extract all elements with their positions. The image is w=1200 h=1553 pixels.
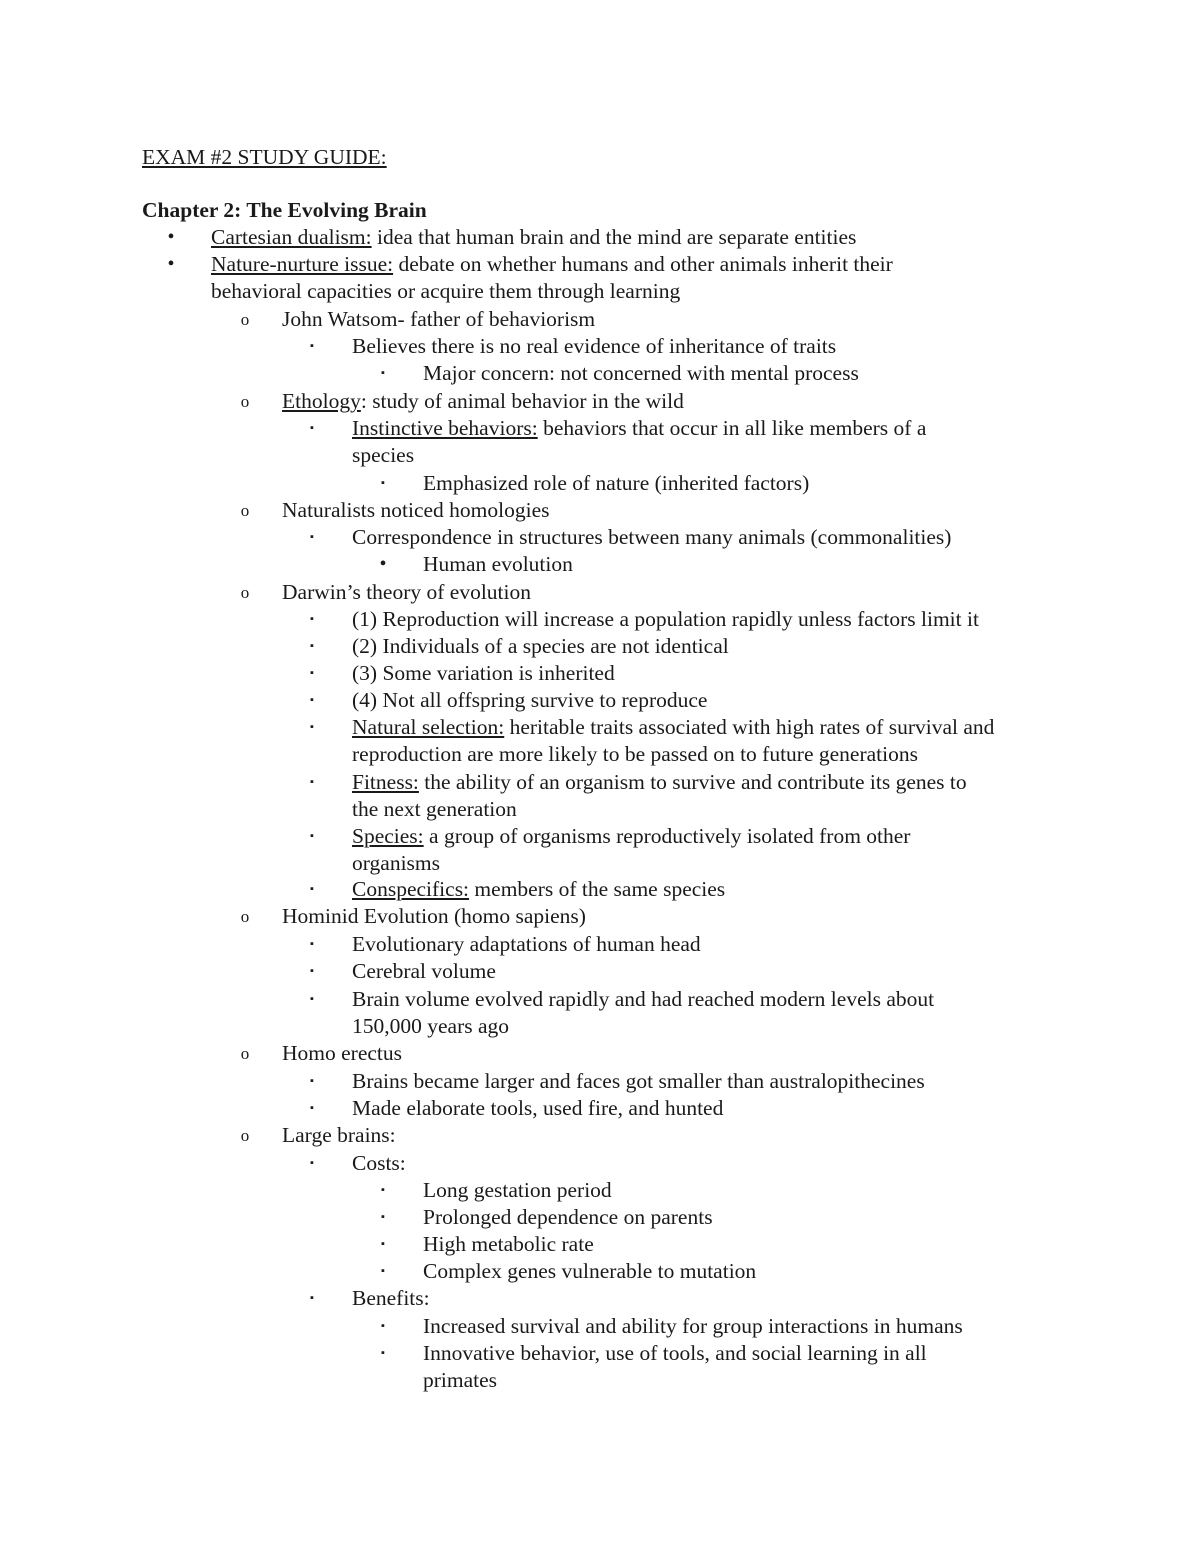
list-item	[352, 823, 910, 850]
item-text: behavioral capacities or acquire them through learning	[211, 279, 681, 303]
item-text: John Watsom- father of behaviorism	[282, 307, 596, 331]
list-item	[282, 1040, 402, 1067]
item-text: Emphasized role of nature (inherited factors)	[423, 471, 810, 495]
item-text: Naturalists noticed homologies	[282, 498, 550, 522]
item-text: Costs:	[352, 1151, 406, 1175]
bullet-disc-icon: •	[167, 226, 175, 248]
item-text: Evolutionary adaptations of human head	[352, 932, 701, 956]
item-text: reproduction are more likely to be passed on to future generations	[352, 742, 918, 766]
bullet-square-icon: ▪	[381, 367, 385, 379]
list-item	[282, 579, 531, 606]
item-text: behaviors that occur in all like members of a	[537, 416, 927, 440]
list-item	[352, 442, 414, 469]
item-text: Long gestation period	[423, 1178, 612, 1202]
bullet-square-icon: ▪	[310, 1102, 314, 1114]
item-text: Major concern: not concerned with mental process	[423, 361, 859, 385]
item-text: Homo erectus	[282, 1041, 403, 1065]
bullet-disc-icon: •	[167, 253, 175, 275]
bullet-circle-icon: o	[240, 501, 250, 520]
list-item	[352, 415, 926, 442]
list-item	[423, 470, 809, 497]
list-item	[282, 388, 684, 415]
bullet-circle-icon: o	[240, 1044, 250, 1063]
list-item	[352, 1150, 406, 1177]
item-text: Complex genes vulnerable to mutation	[423, 1259, 757, 1283]
item-text: heritable traits associated with high rates of survival and	[504, 715, 995, 739]
bullet-circle-icon: o	[240, 1126, 250, 1145]
list-item	[352, 1068, 925, 1095]
list-item	[211, 278, 680, 305]
bullet-circle-icon: o	[240, 310, 250, 329]
item-text: (3) Some variation is inherited	[352, 661, 615, 685]
bullet-square-icon: ▪	[310, 1157, 314, 1169]
list-item	[352, 1095, 723, 1122]
list-item	[282, 306, 595, 333]
bullet-square-icon: ▪	[310, 1075, 314, 1087]
term-label: Ethology	[282, 389, 361, 413]
term-label: Instinctive behaviors:	[352, 416, 538, 440]
item-text: Human evolution	[423, 552, 573, 576]
bullet-square-icon: ▪	[310, 640, 314, 652]
bullet-square-icon: ▪	[381, 1320, 385, 1332]
list-item	[352, 714, 994, 741]
item-text: a group of organisms reproductively isolated from other	[423, 824, 911, 848]
term-label: Natural selection:	[352, 715, 505, 739]
item-text: (4) Not all offspring survive to reproduce	[352, 688, 708, 712]
item-text: members of the same species	[469, 877, 726, 901]
bullet-square-icon: ▪	[310, 340, 314, 352]
list-item	[423, 1231, 594, 1258]
term-label: Conspecifics:	[352, 877, 470, 901]
list-item	[352, 741, 918, 768]
item-text: Large brains:	[282, 1123, 396, 1147]
list-item	[282, 903, 586, 930]
item-text: Correspondence in structures between many animals (commonalities)	[352, 525, 952, 549]
item-text: primates	[423, 1368, 498, 1392]
item-text: Made elaborate tools, used fire, and hunted	[352, 1096, 724, 1120]
item-text: 150,000 years ago	[352, 1014, 510, 1038]
list-item	[352, 660, 615, 687]
item-text: Darwin’s theory of evolution	[282, 580, 531, 604]
chapter-heading: Chapter 2: The Evolving Brain	[142, 198, 427, 222]
bullet-square-icon: ▪	[310, 694, 314, 706]
list-item	[423, 360, 859, 387]
term-label: Species:	[352, 824, 424, 848]
list-item	[352, 931, 701, 958]
item-text: (1) Reproduction will increase a population rapidly unless factors limit it	[352, 607, 979, 631]
term-label: Nature-nurture issue:	[211, 252, 394, 276]
list-item	[352, 687, 707, 714]
item-text: debate on whether humans and other animals inherit their	[393, 252, 893, 276]
list-item	[352, 333, 836, 360]
item-text: Believes there is no real evidence of inheritance of traits	[352, 334, 837, 358]
list-item	[282, 1122, 396, 1149]
list-item	[282, 497, 550, 524]
bullet-square-icon: ▪	[310, 883, 314, 895]
item-text: species	[352, 443, 415, 467]
bullet-square-icon: ▪	[310, 776, 314, 788]
item-text: idea that human brain and the mind are separate entities	[371, 225, 857, 249]
bullet-square-icon: ▪	[310, 613, 314, 625]
bullet-square-icon: ▪	[310, 830, 314, 842]
bullet-square-icon: ▪	[381, 1265, 385, 1277]
bullet-square-icon: ▪	[381, 1211, 385, 1223]
item-text: Cerebral volume	[352, 959, 496, 983]
item-text: Increased survival and ability for group interactions in humans	[423, 1314, 963, 1338]
list-item	[211, 251, 893, 278]
bullet-circle-icon: o	[240, 392, 250, 411]
list-item	[352, 524, 951, 551]
bullet-circle-icon: o	[240, 907, 250, 926]
bullet-square-icon: ▪	[310, 422, 314, 434]
list-item	[352, 796, 517, 823]
list-item	[423, 1340, 927, 1367]
bullet-square-icon: ▪	[381, 1347, 385, 1359]
item-text: the ability of an organism to survive and contribute its genes to	[418, 770, 967, 794]
bullet-circle-icon: o	[240, 583, 250, 602]
item-text: Brains became larger and faces got smaller than australopithecines	[352, 1069, 925, 1093]
list-item	[352, 876, 725, 903]
item-text: Innovative behavior, use of tools, and social learning in all	[423, 1341, 927, 1365]
list-item	[352, 769, 967, 796]
list-item	[211, 224, 856, 251]
list-item	[423, 551, 573, 578]
list-item	[423, 1258, 756, 1285]
bullet-disc-icon: •	[379, 553, 387, 575]
item-text: High metabolic rate	[423, 1232, 594, 1256]
bullet-square-icon: ▪	[310, 938, 314, 950]
list-item	[352, 633, 729, 660]
bullet-square-icon: ▪	[310, 667, 314, 679]
item-text: Hominid Evolution (homo sapiens)	[282, 904, 586, 928]
item-text: the next generation	[352, 797, 517, 821]
item-text: : study of animal behavior in the wild	[360, 389, 684, 413]
list-item	[423, 1177, 612, 1204]
term-label: Cartesian dualism:	[211, 225, 372, 249]
list-item	[423, 1204, 713, 1231]
item-text: Prolonged dependence on parents	[423, 1205, 713, 1229]
list-item	[352, 958, 496, 985]
item-text: organisms	[352, 851, 440, 875]
bullet-square-icon: ▪	[310, 993, 314, 1005]
page-title: EXAM #2 STUDY GUIDE:	[142, 145, 387, 169]
bullet-square-icon: ▪	[310, 965, 314, 977]
bullet-square-icon: ▪	[310, 721, 314, 733]
item-text: Brain volume evolved rapidly and had reached modern levels about	[352, 987, 935, 1011]
bullet-square-icon: ▪	[381, 1184, 385, 1196]
list-item	[352, 1013, 509, 1040]
list-item	[352, 1285, 430, 1312]
list-item	[352, 986, 934, 1013]
bullet-square-icon: ▪	[381, 1238, 385, 1250]
list-item	[352, 850, 440, 877]
list-item	[423, 1367, 497, 1394]
bullet-square-icon: ▪	[381, 477, 385, 489]
term-label: Fitness:	[352, 770, 419, 794]
list-item	[352, 606, 979, 633]
bullet-square-icon: ▪	[310, 531, 314, 543]
item-text: Benefits:	[352, 1286, 430, 1310]
bullet-square-icon: ▪	[310, 1292, 314, 1304]
list-item	[423, 1313, 963, 1340]
item-text: (2) Individuals of a species are not identical	[352, 634, 729, 658]
